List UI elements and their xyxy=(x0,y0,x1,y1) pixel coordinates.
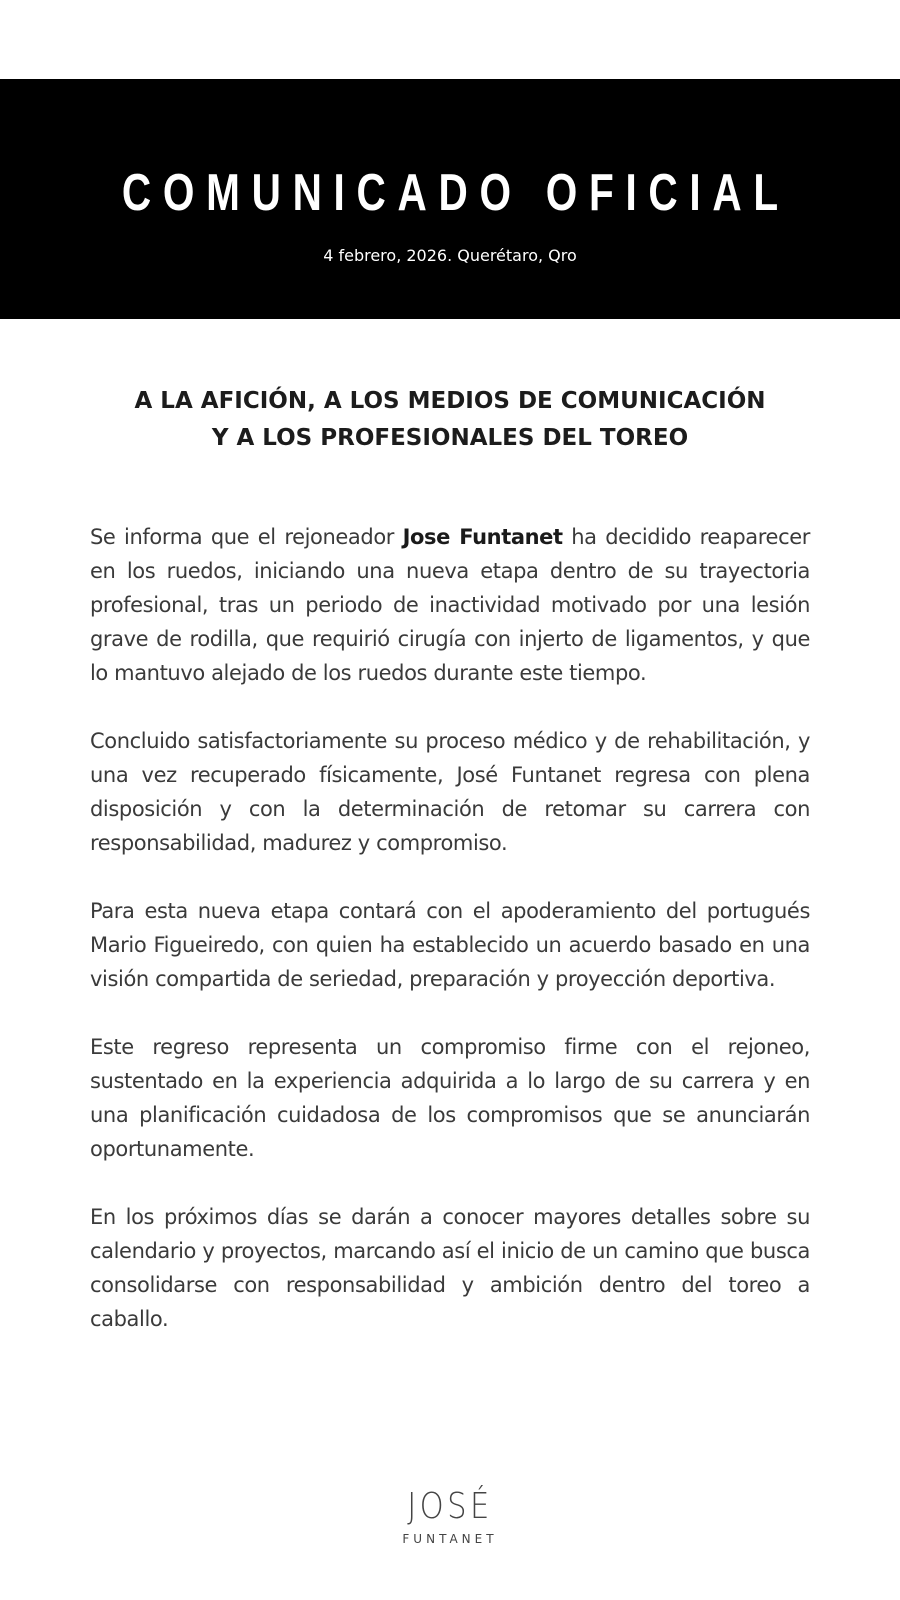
statement-body xyxy=(90,520,810,1370)
paragraph-2: Concluido satisfactoriamente su proceso médico y de rehabilitación, y una vez recuperado físicamente, José Funtanet regresa con plena disposición y con la determinación de retomar su carrera con responsabilidad, madurez y compromiso. xyxy=(90,729,810,855)
address-heading xyxy=(60,383,840,457)
rider-name: Jose Funtanet xyxy=(402,525,563,549)
paragraph-3: Para esta nueva etapa contará con el apoderamiento del portugués Mario Figueiredo, con quien ha establecido un acuerdo basado en una visión compartida de seriedad, preparación y proyección deportiva. xyxy=(90,899,810,991)
paragraph-5: En los próximos días se darán a conocer mayores detalles sobre su calendario y proyectos, marcando así el inicio de un camino que busca consolidarse con responsabilidad y ambición dentro del toreo a caballo. xyxy=(90,1205,810,1331)
paragraph-1-intro: Se informa que el rejoneador xyxy=(90,525,403,549)
brand-logo xyxy=(0,1486,900,1548)
address-heading-line-1: A LA AFICIÓN, A LOS MEDIOS DE COMUNICACIÓN xyxy=(134,388,766,414)
paragraph-1-rest: ha decidido reaparecer en los ruedos, iniciando una nueva etapa dentro de su trayectoria profesional, tras un periodo de inactividad motivado por una lesión grave de rodilla, que requirió cirugía con injerto de ligamentos, y que lo mantuvo alejado de los ruedos durante este tiempo. xyxy=(90,525,810,685)
paragraph-4: Este regreso representa un compromiso firme con el rejoneo, sustentado en la experiencia adquirida a lo largo de su carrera y en una planificación cuidadosa de los compromisos que se anunciarán oportunamente. xyxy=(90,1035,810,1161)
logo-subtitle: FUNTANET xyxy=(402,1532,498,1546)
date-place: 4 febrero, 2026. Querétaro, Qro xyxy=(323,246,577,265)
logo-wordmark: JOSÉ xyxy=(407,1486,493,1527)
address-heading-line-2: Y A LOS PROFESIONALES DEL TOREO xyxy=(211,425,689,451)
paragraph-1 xyxy=(90,520,810,690)
page-title: COMUNICADO OFICIAL xyxy=(121,164,790,222)
